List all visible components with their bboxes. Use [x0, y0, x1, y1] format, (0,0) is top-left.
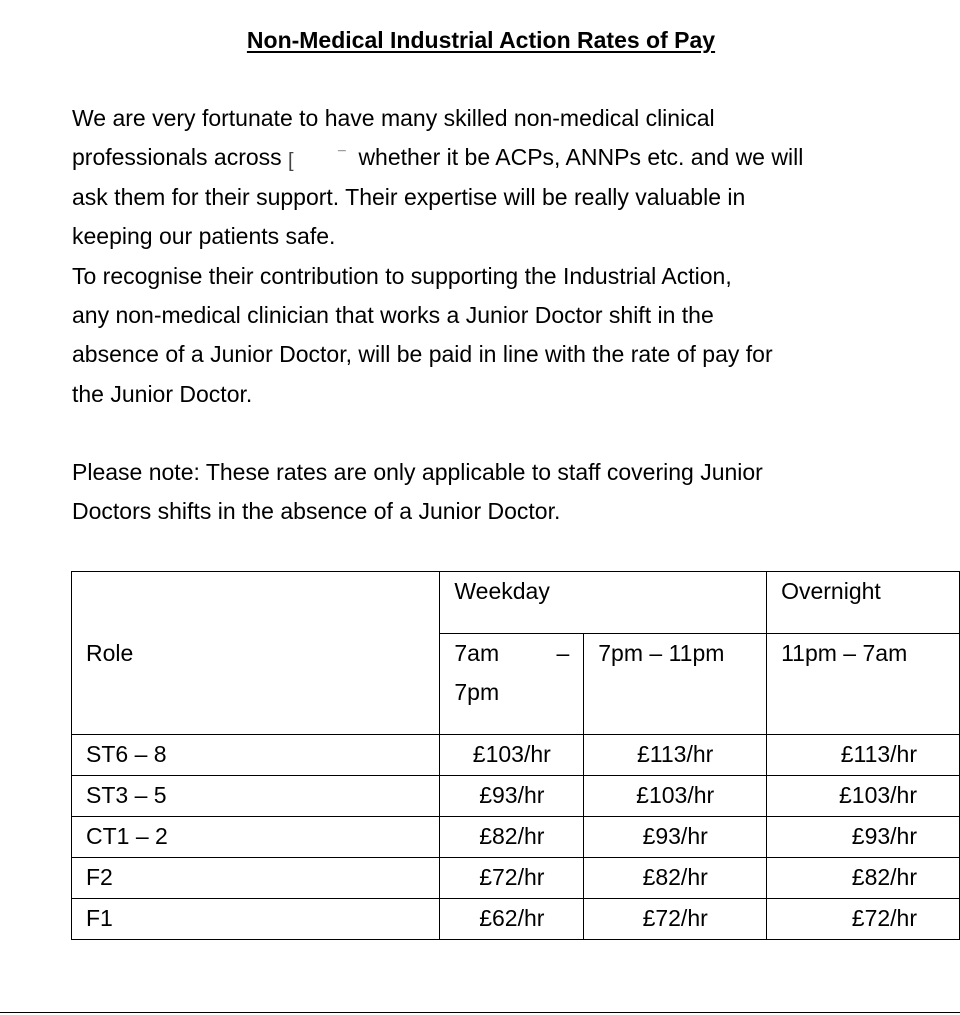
- role-header: Role: [86, 639, 134, 666]
- evening-rate-cell: £113/hr: [584, 735, 767, 776]
- overnight-header-cell: [767, 572, 960, 634]
- intro-line: To recognise their contribution to supporting the Industrial Action,: [72, 262, 732, 289]
- night-rate-cell: £113/hr: [767, 735, 960, 776]
- day-rate-cell: £72/hr: [440, 858, 584, 899]
- document-title: Non-Medical Industrial Action Rates of Pay: [246, 27, 716, 53]
- table-row: [72, 735, 960, 776]
- shift-day-end: 7pm: [454, 679, 500, 705]
- table-header-row: [72, 572, 960, 634]
- intro-line: keeping our patients safe.: [72, 223, 336, 250]
- table-row: [72, 858, 960, 899]
- shift-night-header: [767, 634, 960, 735]
- night-rate-cell: £93/hr: [767, 817, 960, 858]
- overnight-header: Overnight: [781, 578, 881, 604]
- note-line: Doctors shifts in the absence of a Junior Doctor.: [72, 498, 561, 525]
- weekday-header: Weekday: [454, 578, 550, 604]
- shift-day-start: 7am: [454, 640, 500, 666]
- night-rate-cell: £82/hr: [767, 858, 960, 899]
- intro-line-segment: whether it be ACPs, ANNPs etc. and we will: [358, 144, 804, 171]
- role-cell: F1: [72, 899, 440, 940]
- role-cell: CT1 – 2: [72, 817, 440, 858]
- table-row: [72, 899, 960, 940]
- page-bottom-divider: [0, 1012, 960, 1013]
- night-rate-cell: £103/hr: [767, 776, 960, 817]
- shift-evening-label: 7pm – 11pm: [598, 640, 725, 666]
- night-rate-cell: £72/hr: [767, 899, 960, 940]
- intro-line: any non-medical clinician that works a Junior Doctor shift in the: [72, 301, 714, 328]
- shift-evening-header: [584, 634, 767, 735]
- day-rate-cell: £62/hr: [440, 899, 584, 940]
- role-cell: F2: [72, 858, 440, 899]
- table-row: [72, 776, 960, 817]
- intro-line: We are very fortunate to have many skilled non-medical clinical: [72, 105, 715, 131]
- intro-line: ask them for their support. Their expertise will be really valuable in: [72, 183, 746, 210]
- note-paragraph: [72, 453, 952, 532]
- intro-paragraph: [72, 99, 952, 414]
- intro-line: the Junior Doctor.: [72, 380, 253, 407]
- shift-day-header: [440, 634, 584, 735]
- shift-night-label: 11pm – 7am: [781, 640, 908, 666]
- rates-table: [71, 571, 960, 940]
- role-header-cell: [72, 572, 440, 735]
- intro-line-segment: professionals across: [72, 144, 282, 171]
- day-rate-cell: £93/hr: [440, 776, 584, 817]
- weekday-header-cell: [440, 572, 767, 634]
- evening-rate-cell: £93/hr: [584, 817, 767, 858]
- role-cell: ST6 – 8: [72, 735, 440, 776]
- note-line: Please note: These rates are only applicable to staff covering Junior: [72, 459, 763, 485]
- day-rate-cell: £103/hr: [440, 735, 584, 776]
- intro-line: [72, 138, 952, 177]
- day-rate-cell: £82/hr: [440, 817, 584, 858]
- role-cell: ST3 – 5: [72, 776, 440, 817]
- intro-line: absence of a Junior Doctor, will be paid in line with the rate of pay for: [72, 341, 773, 368]
- table-row: [72, 817, 960, 858]
- evening-rate-cell: £82/hr: [584, 858, 767, 899]
- evening-rate-cell: £103/hr: [584, 776, 767, 817]
- redaction-mark: [ ¯: [288, 148, 346, 173]
- shift-day-dash: –: [556, 640, 570, 666]
- evening-rate-cell: £72/hr: [584, 899, 767, 940]
